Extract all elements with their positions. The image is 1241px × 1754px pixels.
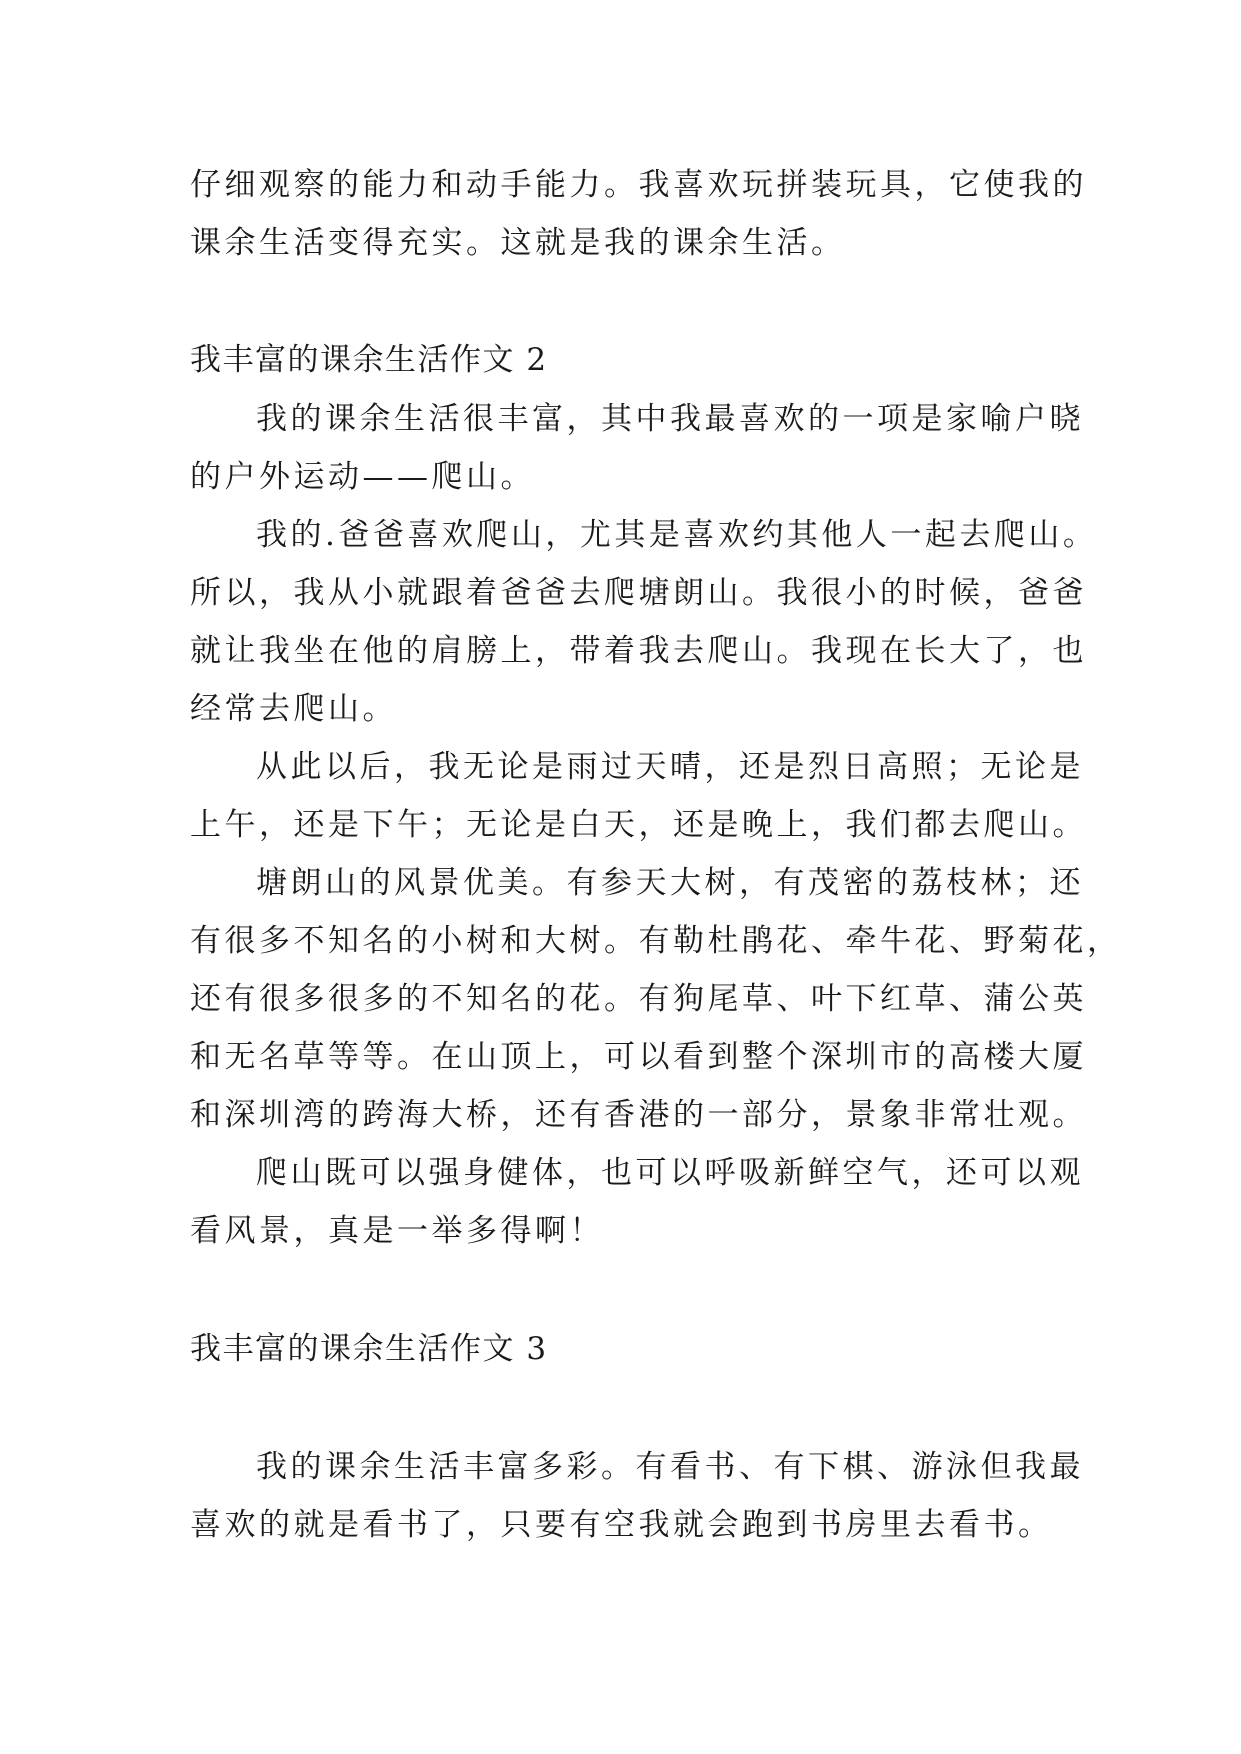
text-line: 塘朗山的风景优美。有参天大树，有茂密的荔枝林；还 <box>256 865 1084 901</box>
essay-3-heading: 我丰富的课余生活作文 3 <box>190 1331 548 1367</box>
text-line: 有很多不知名的小树和大树。有勒杜鹃花、牵牛花、野菊花， <box>190 923 1122 959</box>
text-line: 和深圳湾的跨海大桥，还有香港的一部分，景象非常壮观。 <box>190 1097 1087 1133</box>
text-line: 课余生活变得充实。这就是我的课余生活。 <box>190 225 846 261</box>
text-line: 看风景，真是一举多得啊！ <box>190 1213 604 1249</box>
text-line: 我的课余生活很丰富，其中我最喜欢的一项是家喻户晓 <box>256 401 1084 437</box>
text-line: 经常去爬山。 <box>190 691 397 727</box>
text-line: 爬山既可以强身健体，也可以呼吸新鲜空气，还可以观 <box>256 1155 1084 1191</box>
text-line: 的户外运动——爬山。 <box>190 459 535 495</box>
text-line: 喜欢的就是看书了，只要有空我就会跑到书房里去看书。 <box>190 1507 1053 1543</box>
text-line: 所以，我从小就跟着爸爸去爬塘朗山。我很小的时候，爸爸 <box>190 575 1087 611</box>
text-line: 仔细观察的能力和动手能力。我喜欢玩拼装玩具，它使我的 <box>190 167 1087 203</box>
text-line: 从此以后，我无论是雨过天晴，还是烈日高照；无论是 <box>256 749 1084 785</box>
text-line: 和无名草等等。在山顶上，可以看到整个深圳市的高楼大厦 <box>190 1039 1087 1075</box>
text-line: 上午，还是下午；无论是白天，还是晚上，我们都去爬山。 <box>190 807 1087 843</box>
text-line: 还有很多很多的不知名的花。有狗尾草、叶下红草、蒲公英 <box>190 981 1087 1017</box>
text-line: 我的.爸爸喜欢爬山，尤其是喜欢约其他人一起去爬山。 <box>256 517 1098 553</box>
essay-2-heading: 我丰富的课余生活作文 2 <box>190 342 548 378</box>
text-line: 我的课余生活丰富多彩。有看书、有下棋、游泳但我最 <box>256 1449 1084 1485</box>
text-line: 就让我坐在他的肩膀上，带着我去爬山。我现在长大了，也 <box>190 633 1087 669</box>
